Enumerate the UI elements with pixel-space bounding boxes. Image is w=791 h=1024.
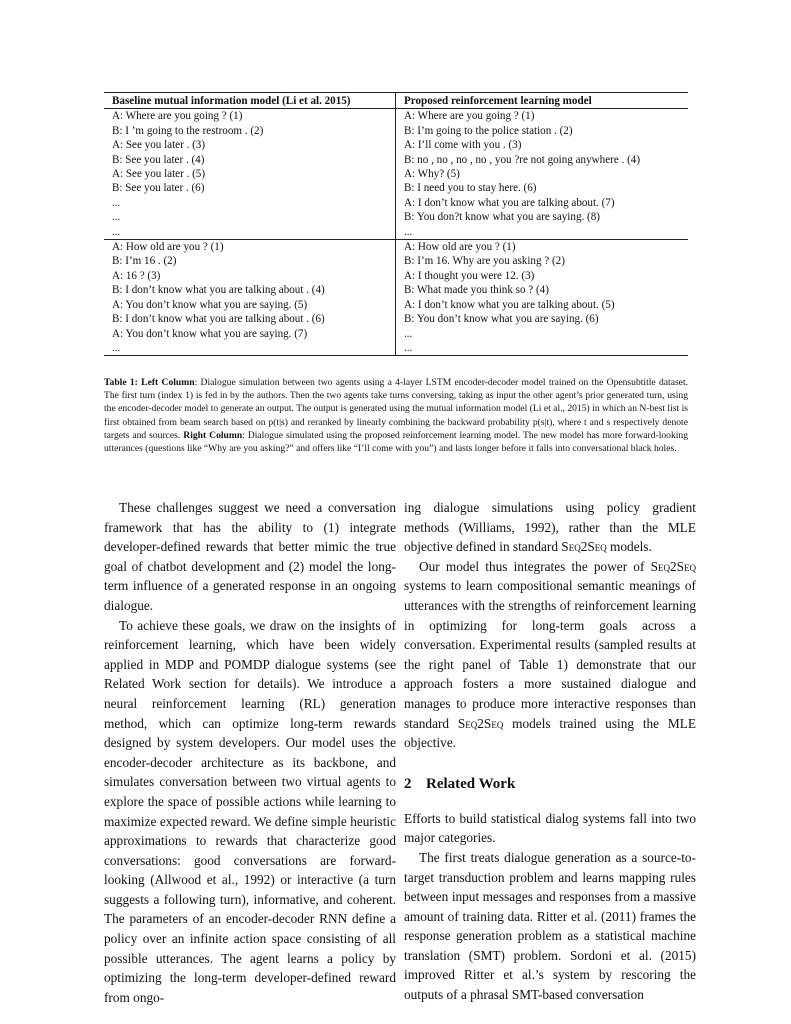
baseline-cell: A: You don’t know what you are saying. (5)	[104, 298, 396, 312]
table-row	[104, 225, 688, 240]
seq2seq-term: Seq2Seq	[561, 539, 607, 555]
proposed-cell: A: Where are you going ? (1)	[404, 110, 535, 123]
seq2seq-term: Seq2Seq	[457, 715, 504, 731]
dialogue-table-grid	[104, 92, 688, 356]
baseline-cell: B: I’m 16 . (2)	[104, 254, 396, 268]
right-p2-c: models trained using the MLE objective.	[404, 715, 696, 751]
baseline-cell: ...	[104, 341, 396, 356]
proposed-cell: A: Why? (5)	[404, 168, 460, 181]
right-paragraph-3: Efforts to build statistical dialog systems fall into two major categories.	[404, 810, 696, 846]
table-row	[104, 254, 688, 268]
proposed-cell: B: I’m 16. Why are you asking ? (2)	[404, 255, 565, 268]
right-p2-b: systems to learn compositional semantic meanings of utterances with the strengths of reinforcement learning in optimizing for long-term goals across a conversation. Experimental results (sampled results at the right panel of Table 1) demonstrate that our approach fosters a more sustained dialogue and manages to produce more interactive responses than standard	[404, 578, 696, 731]
proposed-cell: A: I’ll come with you . (3)	[404, 139, 522, 152]
table-row	[104, 269, 688, 283]
proposed-cell: A: I don’t know what you are talking about. (5)	[404, 298, 615, 311]
table-row	[104, 124, 688, 138]
baseline-cell: B: See you later . (4)	[104, 153, 396, 167]
table-body	[104, 109, 688, 356]
proposed-cell: ...	[396, 341, 689, 356]
table-row	[104, 283, 688, 297]
baseline-cell: B: See you later . (6)	[104, 181, 396, 195]
right-p1-text: ing dialogue simulations using policy gradient methods (Williams, 1992), rather than the MLE objective defined in standard	[404, 500, 696, 555]
caption-right-label: Right Column	[183, 429, 243, 441]
proposed-cell: A: I don’t know what you are talking about. (7)	[404, 196, 615, 209]
right-paragraph-2	[404, 557, 696, 753]
left-paragraph-2: To achieve these goals, we draw on the insights of reinforcement learning, which have been widely applied in MDP and POMDP dialogue systems (see Related Work section for details). We introduce a neural reinforcement learning (RL) generation method, which can optimize long-term rewards designed by system developers. Our model uses the encoder-decoder architecture as its backbone, and simulates conversation between two virtual agents to explore the space of possible actions while learning to maximize expected reward. We define simple heuristic approximations to rewards that characterize good conversations: good conversations are forward-looking (Allwood et al., 1992) or interactive (a turn suggests a following turn), informative, and coherent. The parameters of an encoder-decoder RNN define a policy over an infinite action space consisting of all possible utterances. The agent learns a policy by optimizing the long-term developer-defined reward from ongo-	[104, 617, 396, 1005]
table-row	[104, 138, 688, 152]
proposed-cell: B: You don’t know what you are saying. (6)	[404, 313, 599, 326]
table-row	[104, 240, 688, 255]
seq2seq-term: Seq2Seq	[650, 558, 696, 574]
baseline-cell: ...	[104, 225, 396, 240]
right-p1-end: models.	[606, 539, 652, 555]
caption-left-label: Left Column	[141, 377, 195, 388]
table-row	[104, 196, 688, 210]
header-baseline: Baseline mutual information model (Li et al. 2015)	[104, 93, 396, 109]
table-row	[104, 298, 688, 312]
caption-label: Table 1:	[104, 377, 138, 388]
table-row	[104, 312, 688, 326]
proposed-cell: B: no , no , no , no , you ?re not going anywhere . (4)	[404, 153, 641, 166]
baseline-cell: A: See you later . (5)	[104, 167, 396, 181]
table-header-row	[104, 93, 688, 109]
left-text-column	[104, 498, 396, 1007]
table-row	[104, 341, 688, 356]
baseline-cell: B: I don’t know what you are talking about . (4)	[104, 283, 396, 297]
proposed-cell: B: I need you to stay here. (6)	[404, 182, 537, 195]
table-row	[104, 327, 688, 341]
baseline-cell: A: 16 ? (3)	[104, 269, 396, 283]
baseline-cell: A: You don’t know what you are saying. (7)	[104, 327, 396, 341]
baseline-cell: ...	[104, 196, 396, 210]
caption-right-text: : Dialogue simulated using the proposed reinforcement learning model. The new model has more forward-looking utterances (questions like “Why are you asking?” and offers like “I’ll come with you”) and lasts longer before it falls into conversational black holes.	[104, 429, 689, 455]
proposed-cell: ...	[396, 225, 689, 240]
baseline-cell: B: I ’m going to the restroom . (2)	[104, 124, 396, 138]
table-row	[104, 109, 688, 124]
baseline-cell: B: I don’t know what you are talking about . (6)	[104, 312, 396, 326]
baseline-cell: A: How old are you ? (1)	[104, 240, 396, 255]
proposed-cell: B: I’m going to the police station . (2)	[404, 124, 573, 137]
proposed-cell: B: You don?t know what you are saying. (8)	[404, 211, 600, 224]
proposed-cell: A: I thought you were 12. (3)	[404, 269, 535, 282]
baseline-cell: A: See you later . (3)	[104, 138, 396, 152]
proposed-cell: A: How old are you ? (1)	[404, 241, 516, 254]
right-paragraph-1	[404, 498, 696, 557]
table-row	[104, 167, 688, 181]
table-row	[104, 210, 688, 224]
section-heading	[404, 774, 696, 794]
section-number: 2	[404, 775, 412, 792]
table-caption	[104, 376, 688, 455]
caption-left-text: : Dialogue simulation between two agents using a 4-layer LSTM encoder-decoder model trained on the Opensubtitle dataset. The first turn (index 1) is fed in by the authors. Then the two agents take turns conversing, taking as input the other agent’s prior generated turn, using the encoder-decoder model to generate an output. The output is generated using the mutual information model (Li et al., 2015) in which an N-best list is first obtained from beam search based on p(t|s) and reranked by linearly combining the backward probability p(s|t), where t and s respectively denote targets and sources.	[104, 377, 689, 441]
right-paragraph-4: The first treats dialogue generation as a source-to-target transduction problem and learns mapping rules between input messages and responses from a massive amount of training data. Ritter et al. (2011) frames the response generation problem as a statistical machine translation (SMT) problem. Sordoni et al. (2015) improved Ritter et al.’s system by rescoring the outputs of a phrasal SMT-based conversation	[404, 849, 696, 1003]
right-text-column	[404, 498, 696, 1005]
right-p2-a: Our model thus integrates the power of	[419, 558, 651, 574]
table-row	[104, 153, 688, 167]
proposed-cell: B: What made you think so ? (4)	[404, 284, 549, 297]
table-row	[104, 181, 688, 195]
baseline-cell: ...	[104, 210, 396, 224]
baseline-cell: A: Where are you going ? (1)	[104, 109, 396, 124]
proposed-cell: ...	[404, 327, 413, 340]
section-title: Related Work	[426, 775, 516, 792]
left-paragraph-1: These challenges suggest we need a conversation framework that has the ability to (1) integrate developer-defined rewards that better mimic the true goal of chatbot development and (2) model the long-term influence of a generated response in an ongoing dialogue.	[104, 500, 396, 613]
dialogue-table	[104, 92, 688, 356]
header-proposed: Proposed reinforcement learning model	[396, 93, 689, 109]
